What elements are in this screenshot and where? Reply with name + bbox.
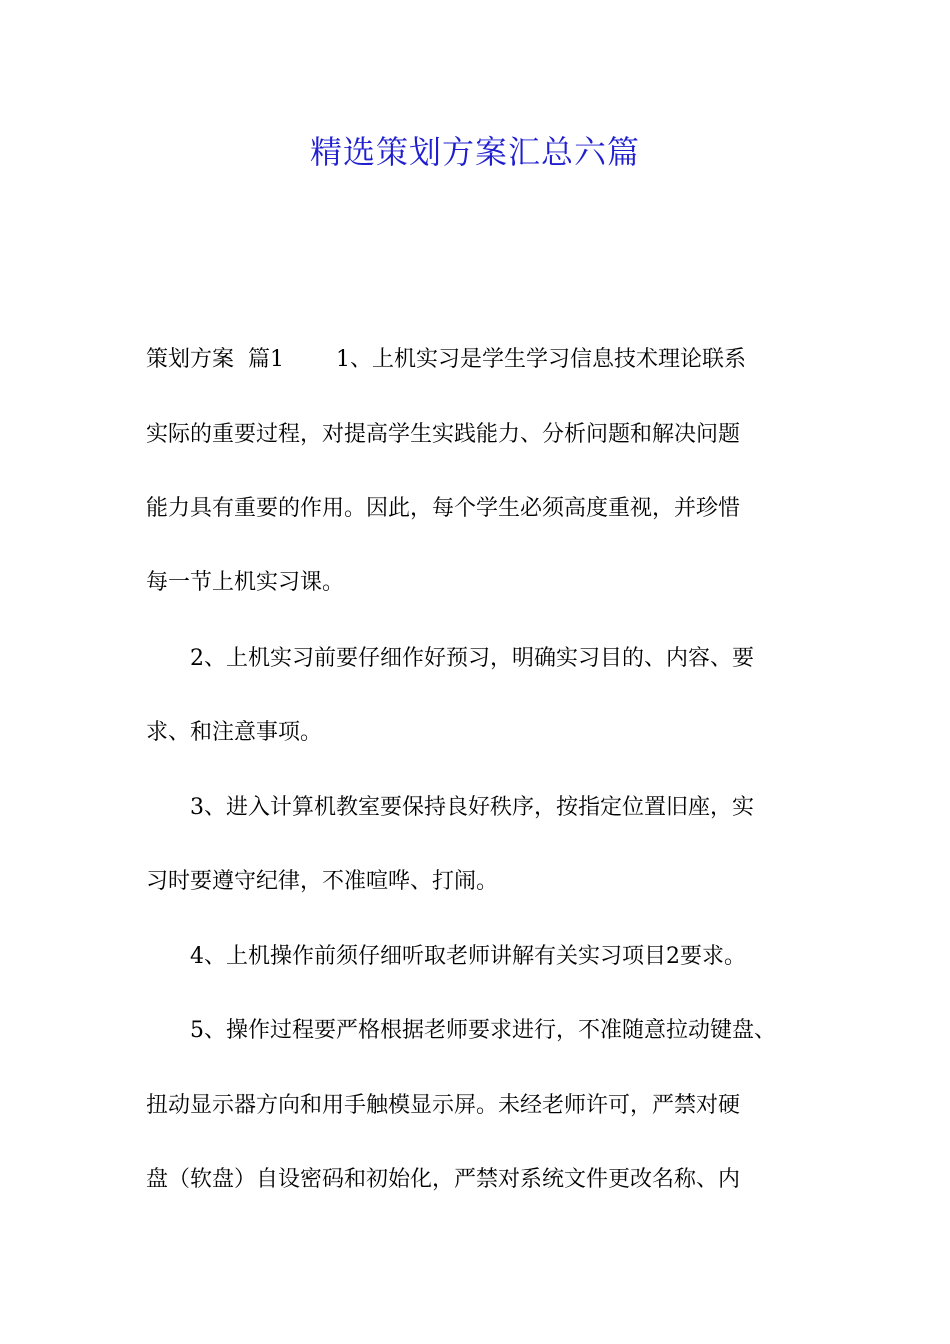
section-label: 策划方案 篇1 [146, 347, 284, 372]
paragraph-line-1 [146, 345, 746, 375]
paragraph-line-10: 5、操作过程要严格根据老师要求进行，不准随意拉动键盘、 [190, 1018, 776, 1043]
paragraph-line-4: 每一节上机实习课。 [146, 570, 345, 595]
paragraph-line-7: 3、进入计算机教室要保持良好秩序，按指定位置旧座，实 [190, 795, 754, 820]
paragraph-line-12: 盘（软盘）自设密码和初始化，严禁对系统文件更改名称、内 [146, 1167, 741, 1192]
paragraph-text: 1、上机实习是学生学习信息技术理论联系 [335, 347, 746, 372]
document-title: 精选策划方案汇总六篇 [309, 133, 640, 171]
paragraph-line-6: 求、和注意事项。 [146, 720, 323, 745]
paragraph-line-8: 习时要遵守纪律，不准喧哗、打闹。 [146, 869, 499, 894]
paragraph-line-3: 能力具有重要的作用。因此，每个学生必须高度重视，并珍惜 [146, 496, 741, 521]
paragraph-line-9: 4、上机操作前须仔细听取老师讲解有关实习项目2要求。 [190, 944, 746, 969]
paragraph-line-11: 扭动显示器方向和用手触模显示屏。未经老师许可，严禁对硬 [146, 1093, 741, 1118]
paragraph-line-5: 2、上机实习前要仔细作好预习，明确实习目的、内容、要 [190, 646, 754, 671]
paragraph-line-2: 实际的重要过程，对提高学生实践能力、分析问题和解决问题 [146, 422, 741, 447]
